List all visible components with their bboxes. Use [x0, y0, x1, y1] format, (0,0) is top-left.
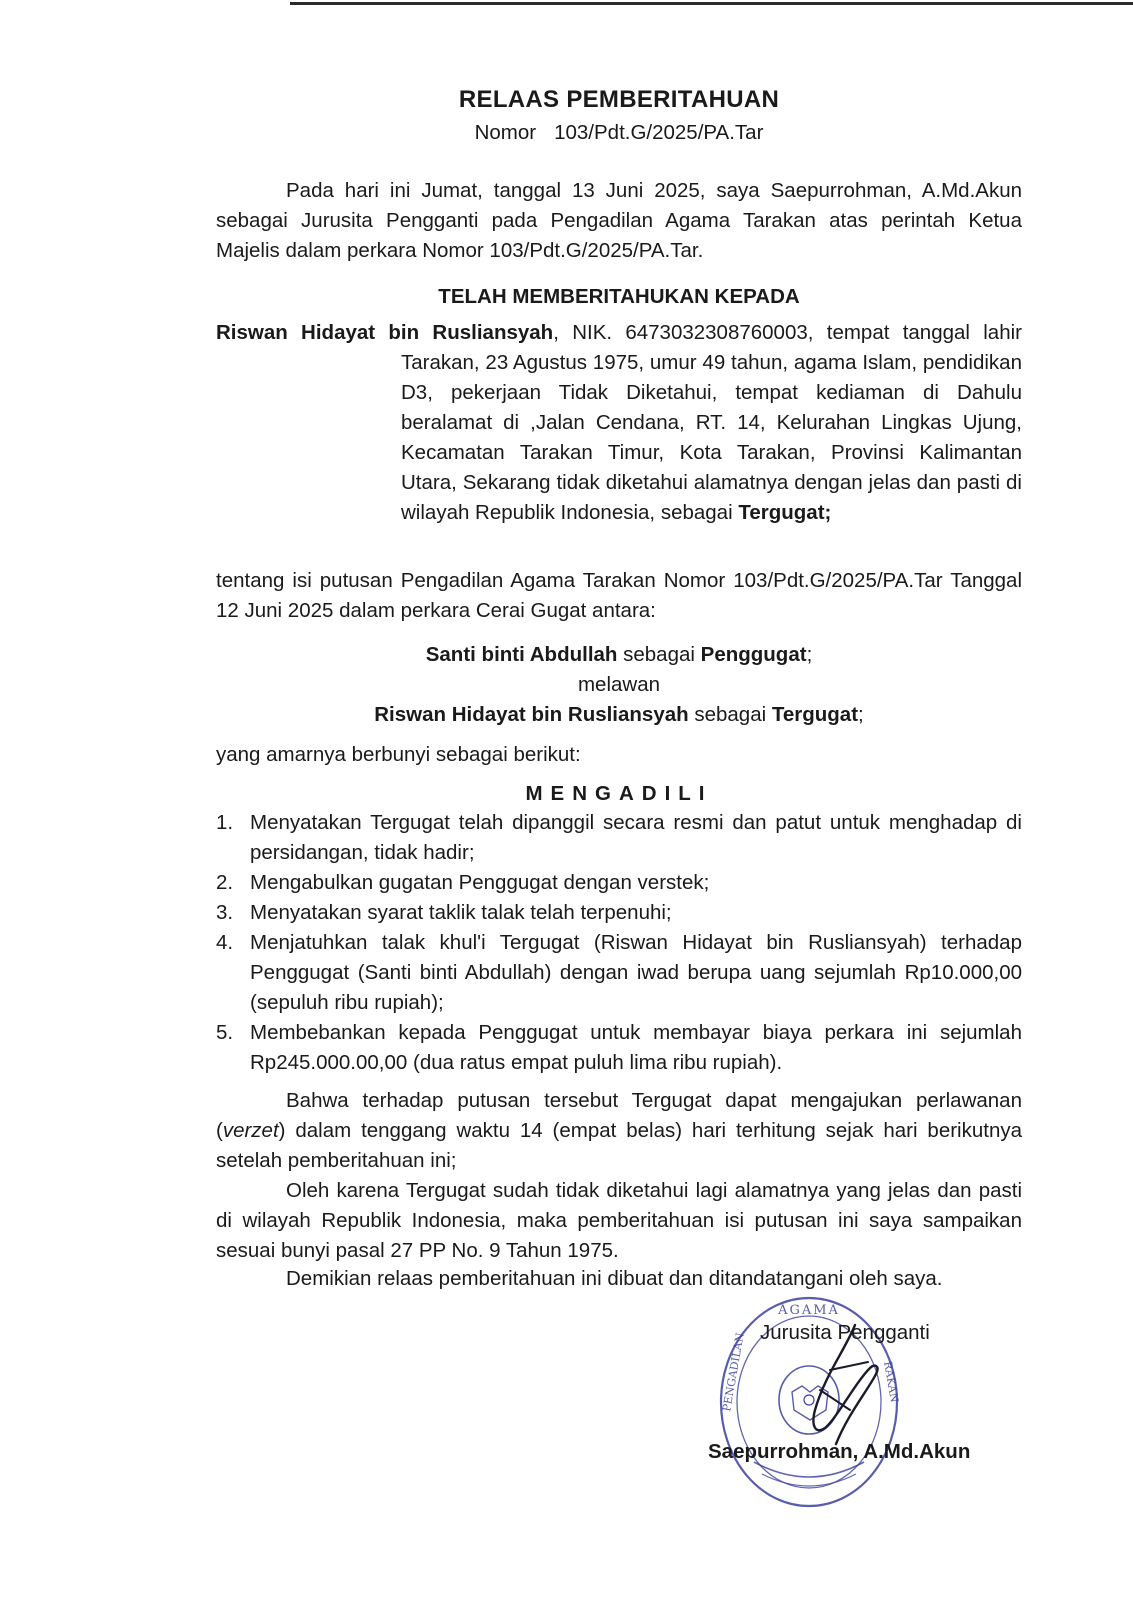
document-title: RELAAS PEMBERITAHUAN — [458, 86, 780, 113]
plaintiff-line — [216, 640, 1022, 670]
nomor-label: Nomor — [474, 121, 537, 144]
signature-name: Saepurrohman, A.Md.Akun — [708, 1440, 971, 1463]
svg-text:PENGADILAN: PENGADILAN — [720, 1331, 747, 1413]
amar-item — [216, 808, 1022, 868]
amar-list — [216, 808, 1022, 1078]
about-paragraph: tentang isi putusan Pengadilan Agama Tarakan Nomor 103/Pdt.G/2025/PA.Tar Tanggal 12 Juni 2025 dalam perkara Cerai Gugat antara: — [216, 569, 1022, 622]
recipient-block — [216, 318, 1022, 528]
mengadili-heading: MENGADILI — [525, 782, 713, 805]
closing-1-end: ) dalam tenggang waktu 14 (empat belas) hari terhitung sejak hari berikutnya setelah pemberitahuan ini; — [216, 1119, 1022, 1172]
closing-paragraph-final: Demikian relaas pemberitahuan ini dibuat dan ditandatangani oleh saya. — [286, 1267, 943, 1290]
closing-paragraph-verzet — [216, 1086, 1022, 1176]
amar-item-number: 3. — [216, 901, 234, 924]
closing-paragraph-address: Oleh karena Tergugat sudah tidak diketahui lagi alamatnya yang jelas dan pasti di wilayah Republik Indonesia, maka pemberitahuan isi putusan ini saya sampaikan sesuai bunyi pasal 27 PP No. 9 Tahun 1975. — [216, 1179, 1022, 1262]
signature-title: Jurusita Pengganti — [760, 1321, 930, 1344]
svg-text:RAKAN: RAKAN — [881, 1360, 902, 1404]
versus-line: melawan — [577, 673, 661, 696]
plaintiff-role: Penggugat — [700, 643, 807, 666]
recipient-paragraph — [216, 318, 1022, 528]
amar-item — [216, 1018, 1022, 1078]
opening-paragraph: Pada hari ini Jumat, tanggal 13 Juni 2025, saya Saepurrohman, A.Md.Akun sebagai Jurusita Pengganti pada Pengadilan Agama Tarakan atas perintah Ketua Majelis dalam perkara Nomor 103/Pdt.G/2025/PA.Tar. — [216, 179, 1022, 262]
sebagai-text-2: sebagai — [688, 703, 772, 726]
document-number — [216, 121, 1022, 145]
recipient-role: Tergugat; — [738, 501, 832, 524]
defendant-role: Tergugat — [771, 703, 859, 726]
sebagai-text-1: sebagai — [617, 643, 701, 666]
closing-1-start: Bahwa terhadap putusan tersebut Tergugat dapat mengajukan perlawanan ( — [216, 1089, 1022, 1142]
amar-item-number: 2. — [216, 871, 234, 894]
amar-item — [216, 928, 1022, 1018]
amar-item-text: Menjatuhkan talak khul'i Tergugat (Riswan Hidayat bin Rusliansyah) terhadap Penggugat (Santi binti Abdullah) dengan iwad berupa uang sejumlah Rp10.000,00 (sepuluh ribu rupiah); — [250, 931, 1022, 1014]
scan-top-edge-line — [290, 2, 1133, 5]
notified-heading: TELAH MEMBERITAHUKAN KEPADA — [438, 285, 800, 308]
defendant-line — [216, 700, 1022, 730]
amar-intro: yang amarnya berbunyi sebagai berikut: — [216, 743, 581, 766]
amar-item-text: Membebankan kepada Penggugat untuk membayar biaya perkara ini sejumlah Rp245.000.00,00 (dua ratus empat puluh lima ribu rupiah). — [250, 1021, 1022, 1074]
amar-item-text: Mengabulkan gugatan Penggugat dengan verstek; — [250, 871, 710, 894]
amar-item-text: Menyatakan syarat taklik talak telah terpenuhi; — [250, 901, 672, 924]
amar-item-number: 4. — [216, 931, 234, 954]
amar-item-number: 1. — [216, 811, 234, 834]
semicolon-1: ; — [806, 643, 813, 666]
recipient-name: Riswan Hidayat bin Rusliansyah — [216, 321, 554, 344]
svg-text:AGAMA: AGAMA — [778, 1303, 840, 1318]
defendant-name: Riswan Hidayat bin Rusliansyah — [374, 703, 689, 726]
amar-item-number: 5. — [216, 1021, 234, 1044]
amar-item-text: Menyatakan Tergugat telah dipanggil secara resmi dan patut untuk menghadap di persidangan, tidak hadir; — [250, 811, 1022, 864]
amar-item — [216, 868, 1022, 898]
recipient-details: , NIK. 6473032308760003, tempat tanggal lahir Tarakan, 23 Agustus 1975, umur 49 tahun, agama Islam, pendidikan D3, pekerjaan Tidak Diketahui, tempat kediaman di Dahulu beralamat di ,Jalan Cendana, RT. 14, Kelurahan Lingkas Ujung, Kecamatan Tarakan Timur, Kota Tarakan, Provinsi Kalimantan Utara, Sekarang tidak diketahui alamatnya dengan jelas dan pasti di wilayah Republik Indonesia, sebagai — [401, 321, 1022, 524]
nomor-value: 103/Pdt.G/2025/PA.Tar — [554, 121, 764, 144]
amar-item — [216, 898, 1022, 928]
semicolon-2: ; — [858, 703, 864, 726]
plaintiff-name: Santi binti Abdullah — [425, 643, 618, 666]
verzet-term: verzet — [222, 1119, 279, 1142]
